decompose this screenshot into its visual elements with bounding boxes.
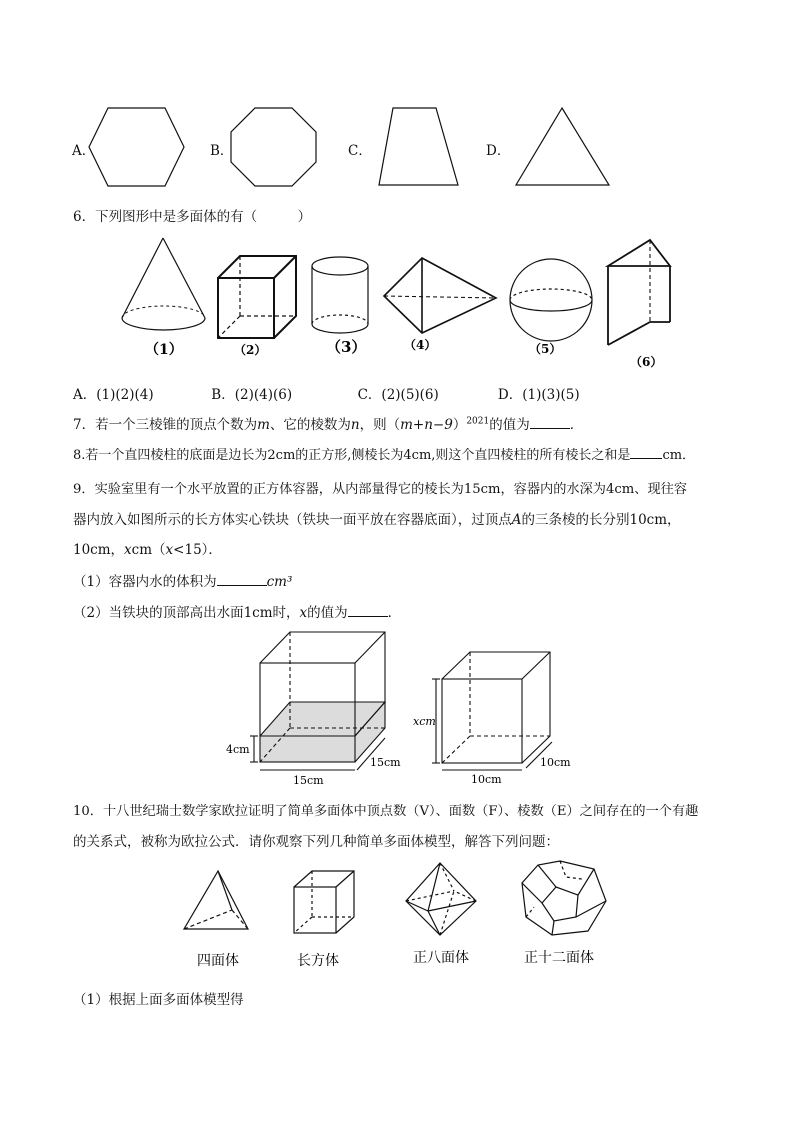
fig-label-6: （6） xyxy=(630,355,663,369)
q6-choice-b: B．(2)(4)(6) xyxy=(211,387,293,403)
fig-label-2: （2） xyxy=(234,343,267,357)
q5-option-b-label: B． xyxy=(210,143,234,159)
q9-sub2-blank[interactable] xyxy=(348,602,388,617)
q9-figures xyxy=(0,628,794,788)
tetrahedron-figure xyxy=(184,871,248,929)
q10-line1: 10．十八世纪瑞士数学家欧拉证明了简单多面体中顶点数（V）、面数（F）、棱数（E）之间存在的一个有趣 xyxy=(73,804,699,819)
q9-sub1-blank[interactable] xyxy=(217,571,267,586)
q5-option-d-label: D． xyxy=(486,143,511,159)
q10-sub1: （1）根据上面多面体模型得 xyxy=(73,992,244,1008)
q5-options xyxy=(0,100,794,195)
q6-choice-d: D．(1)(3)(5) xyxy=(497,387,580,403)
block-height-label: xcm xyxy=(413,715,436,728)
container-figure xyxy=(250,632,385,770)
block-figure xyxy=(432,652,552,770)
octagon-shape xyxy=(231,108,316,186)
hexagon-shape xyxy=(89,108,184,186)
container-depth-label: 4cm xyxy=(226,743,250,756)
prism-figure xyxy=(608,240,670,345)
block-width-label: 10cm xyxy=(471,773,502,786)
container-side-label: 15cm xyxy=(370,756,401,769)
q5-option-a-label: A． xyxy=(72,143,96,159)
model-label-dodecahedron: 正十二面体 xyxy=(524,950,594,966)
q9-sub1: （1）容器内水的体积为 cm³ xyxy=(73,570,292,590)
bipyramid-figure xyxy=(384,258,496,333)
sphere-figure xyxy=(510,259,592,341)
cylinder-figure xyxy=(312,257,368,333)
q6-stem: 6．下列图形中是多面体的有（ ） xyxy=(73,209,312,225)
q6-figures xyxy=(0,230,794,372)
block-side-label: 10cm xyxy=(540,756,571,769)
cone-figure xyxy=(122,238,205,330)
fig-label-3: （3） xyxy=(326,338,367,356)
fig-label-5: （5） xyxy=(529,342,562,356)
q6-choices xyxy=(73,383,580,403)
q9-line1: 9．实验室里有一个水平放置的正方体容器，从内部量得它的棱长为15cm，容器内的水深为4cm、现往容 xyxy=(73,482,688,497)
q6-choice-c: C．(2)(5)(6) xyxy=(357,387,439,403)
model-label-tetrahedron: 四面体 xyxy=(197,953,239,969)
q8-answer-blank[interactable] xyxy=(630,444,662,459)
q9-sub2: （2）当铁块的顶部高出水面1cm时，x的值为 ． xyxy=(73,601,401,621)
trapezoid-shape xyxy=(379,108,458,185)
q8-line: 8.若一个直四棱柱的底面是边长为2cm的正方形,侧棱长为4cm,则这个直四棱柱的所有棱长之和是 cm． xyxy=(73,444,695,463)
cuboid-figure xyxy=(294,871,354,933)
model-label-cuboid: 长方体 xyxy=(297,953,339,969)
dodecahedron-figure xyxy=(522,861,606,935)
q9-line3: 10cm，xcm（x<15）． xyxy=(73,542,222,558)
triangle-shape xyxy=(516,108,609,185)
q10-models xyxy=(0,855,794,980)
q7-answer-blank[interactable] xyxy=(530,414,570,429)
q10-line2: 的关系式，被称为欧拉公式．请你观察下列几种简单多面体模型，解答下列问题： xyxy=(73,834,559,850)
q5-shapes xyxy=(0,100,794,195)
octahedron-figure xyxy=(406,863,476,935)
q9-line2: 器内放入如图所示的长方体实心铁块（铁块一面平放在容器底面），过顶点A的三条棱的长分别10cm， xyxy=(73,512,681,528)
q6-choice-a: A．(1)(2)(4) xyxy=(73,387,154,403)
model-label-octahedron: 正八面体 xyxy=(413,950,469,966)
fig-label-1: （1） xyxy=(145,342,183,358)
q7-line: 7．若一个三棱锥的顶点个数为m、它的棱数为n，则$(m+n-9)^{2021}$的值为 ． xyxy=(73,413,583,433)
fig-label-4: （4） xyxy=(404,338,437,352)
container-width-label: 15cm xyxy=(293,774,324,787)
q5-option-c-label: C． xyxy=(348,143,372,159)
cube-figure xyxy=(218,256,296,338)
